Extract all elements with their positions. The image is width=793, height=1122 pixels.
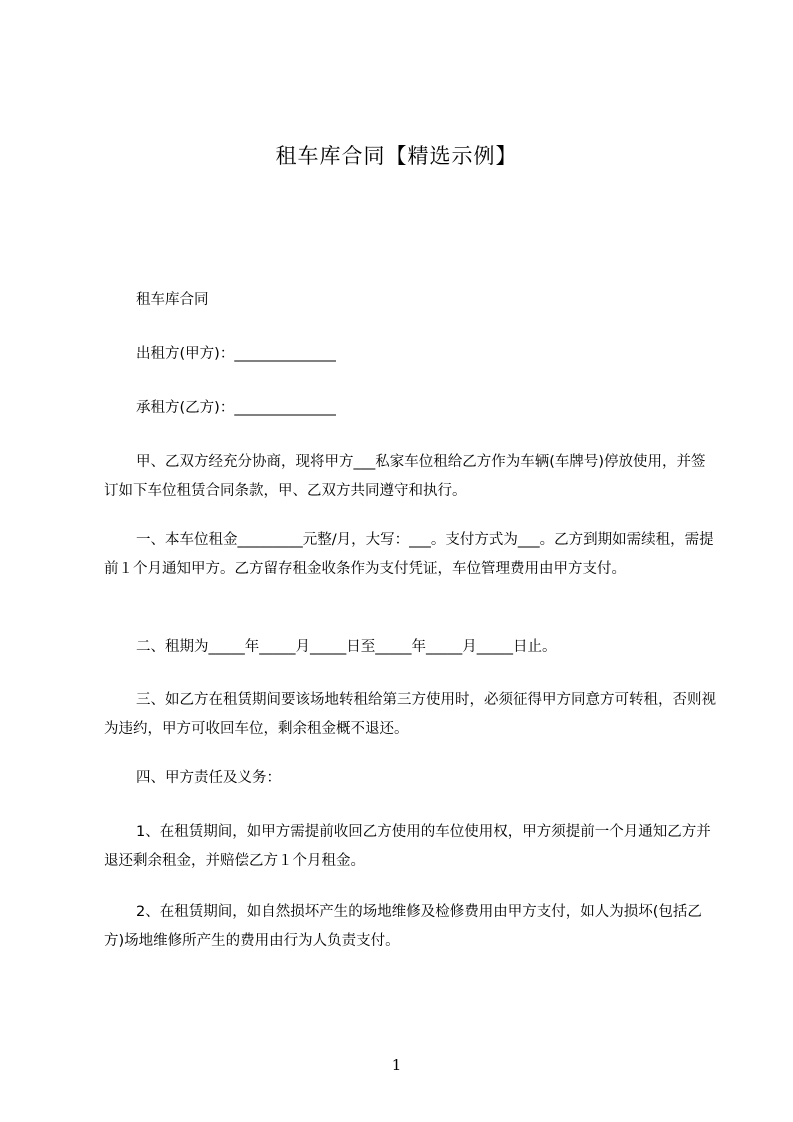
lessee-line: 承租方(乙方)：______________	[136, 400, 336, 416]
contract-heading: 租车库合同	[136, 292, 209, 308]
lessor-line: 出租方(甲方)：______________	[136, 346, 336, 362]
clause-4-heading: 四、甲方责任及义务：	[136, 770, 281, 786]
clause-2-term: 二、租期为_____年_____月_____日至_____年_____月_____日止。	[136, 639, 557, 655]
clause-3-sublease: 三、如乙方在租赁期间要该场地转租给第三方使用时，必须征得甲方同意方可转租，否则视为违约，甲方可收回车位，剩余租金概不退还。	[104, 692, 716, 737]
clause-4-item-2: 2、在租赁期间，如自然损坏产生的场地维修及检修费用由甲方支付，如人为损坏(包括乙方)场地维修所产生的费用由行为人负责支付。	[104, 904, 702, 949]
document-title: 租车库合同【精选示例】	[275, 144, 518, 168]
clause-1-rent: 一、本车位租金_________元整/月，大写：___。支付方式为___。乙方到期如需续租，需提前１个月通知甲方。乙方留存租金收条作为支付凭证，车位管理费用由甲方支付。	[104, 532, 714, 577]
preamble-paragraph: 甲、乙双方经充分协商，现将甲方___私家车位租给乙方作为车辆(车牌号)停放使用，并签订如下车位租赁合同条款，甲、乙双方共同遵守和执行。	[104, 454, 706, 499]
page-number: 1	[391, 1056, 402, 1074]
clause-4-item-1: 1、在租赁期间，如甲方需提前收回乙方使用的车位使用权，甲方须提前一个月通知乙方并退还剩余租金，并赔偿乙方１个月租金。	[104, 824, 711, 869]
